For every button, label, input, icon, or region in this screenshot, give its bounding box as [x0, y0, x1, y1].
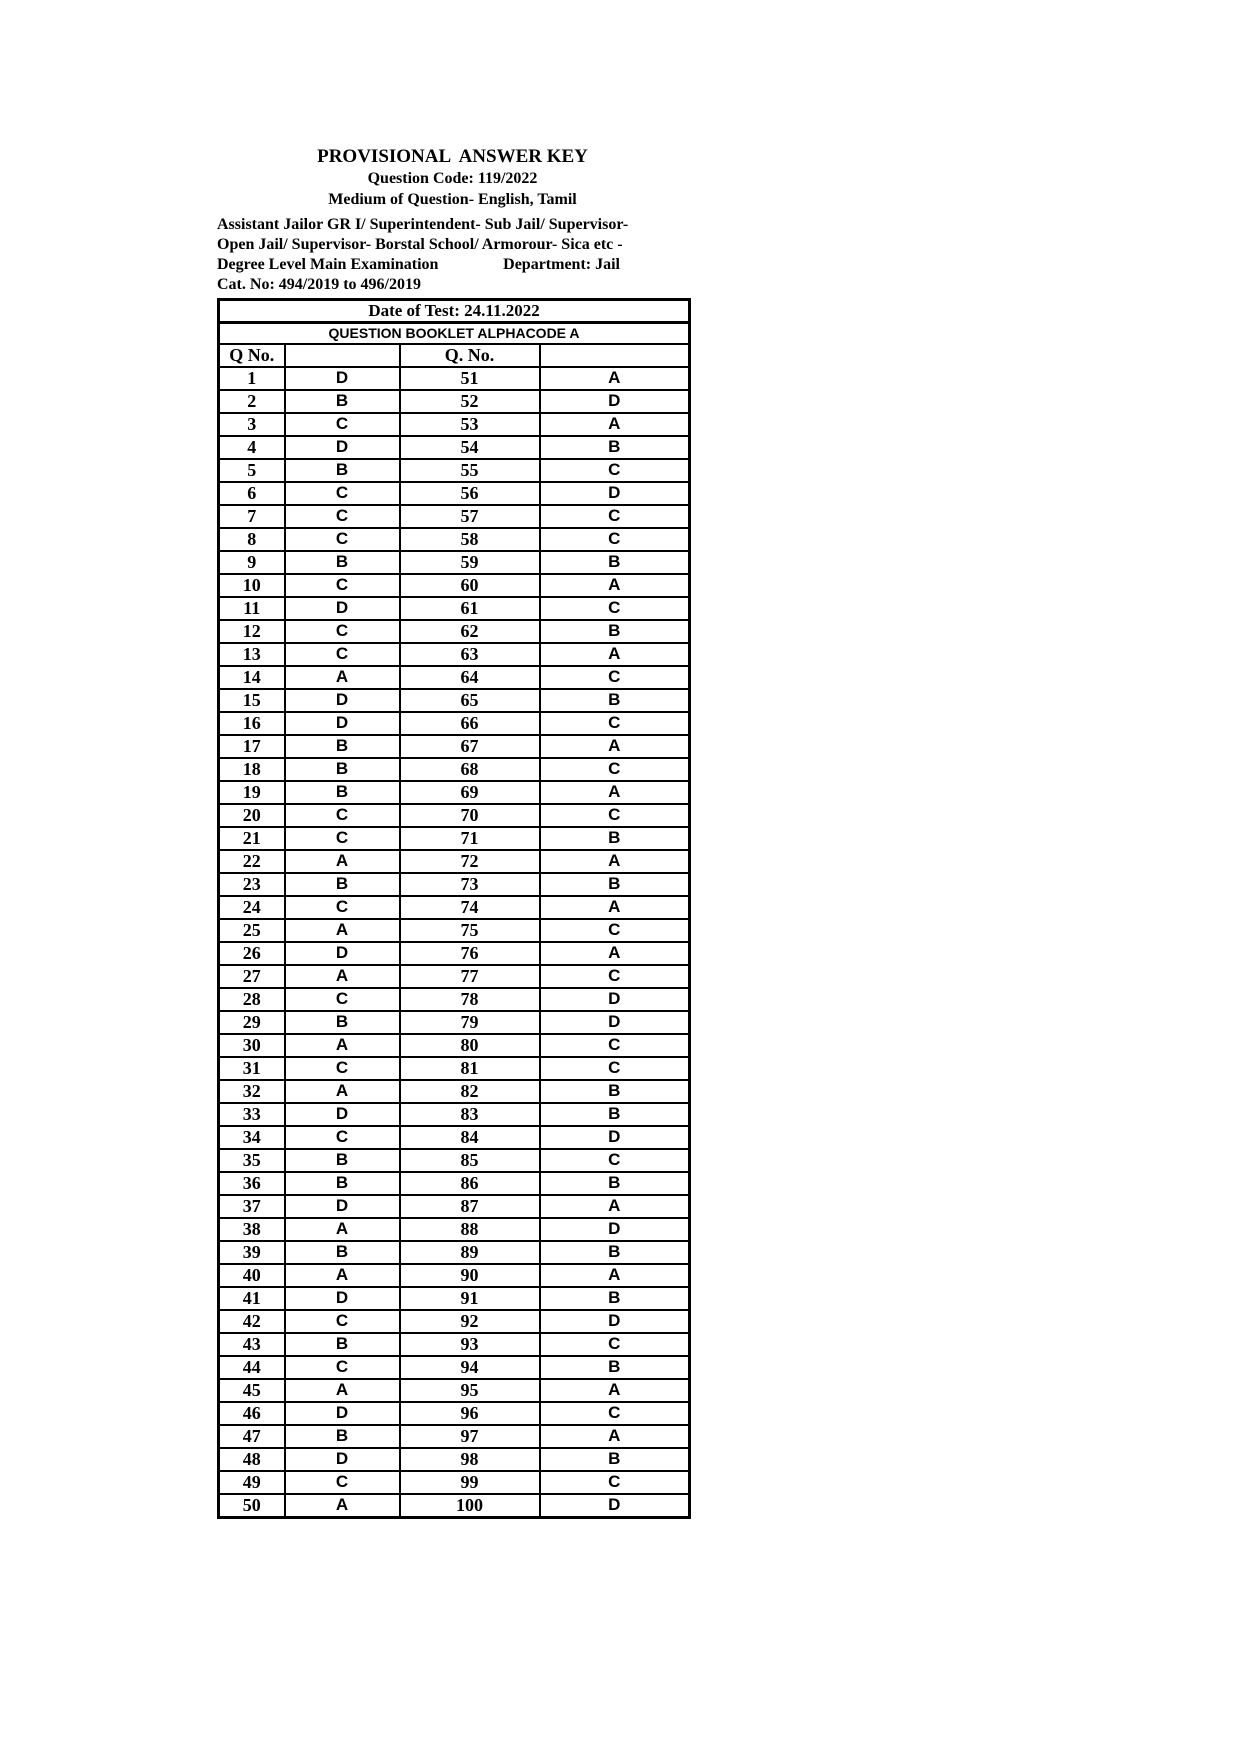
- question-number-cell: 83: [400, 1103, 540, 1126]
- question-number-cell: 88: [400, 1218, 540, 1241]
- table-row: [219, 390, 690, 413]
- answer-cell: C: [540, 1402, 690, 1425]
- question-number-cell: 81: [400, 1057, 540, 1080]
- question-number-cell: 49: [219, 1471, 285, 1494]
- question-number-cell: 9: [219, 551, 285, 574]
- question-number-cell: 3: [219, 413, 285, 436]
- question-number-cell: 44: [219, 1356, 285, 1379]
- answer-cell: B: [285, 1241, 400, 1264]
- question-number-cell: 19: [219, 781, 285, 804]
- answer-header-left: [285, 344, 400, 367]
- answer-header-right: [540, 344, 690, 367]
- table-row: [219, 1402, 690, 1425]
- answer-cell: C: [285, 804, 400, 827]
- answer-cell: C: [285, 482, 400, 505]
- answer-cell: A: [285, 1379, 400, 1402]
- question-number-cell: 60: [400, 574, 540, 597]
- question-number-cell: 93: [400, 1333, 540, 1356]
- table-row: [219, 1126, 690, 1149]
- question-number-cell: 72: [400, 850, 540, 873]
- question-number-cell: 54: [400, 436, 540, 459]
- question-number-cell: 12: [219, 620, 285, 643]
- table-row: [219, 1310, 690, 1333]
- table-row: [219, 1471, 690, 1494]
- question-number-cell: 85: [400, 1149, 540, 1172]
- answer-cell: D: [540, 482, 690, 505]
- question-number-cell: 79: [400, 1011, 540, 1034]
- table-row: [219, 1195, 690, 1218]
- answer-cell: C: [540, 528, 690, 551]
- question-number-cell: 20: [219, 804, 285, 827]
- question-number-cell: 95: [400, 1379, 540, 1402]
- answer-cell: A: [540, 367, 690, 390]
- department-label: Department: Jail: [503, 256, 620, 273]
- answer-cell: A: [540, 1264, 690, 1287]
- answer-cell: C: [285, 505, 400, 528]
- answer-cell: B: [285, 1149, 400, 1172]
- answer-cell: C: [285, 1310, 400, 1333]
- qno-header-right: Q. No.: [400, 344, 540, 367]
- answer-cell: C: [285, 643, 400, 666]
- question-number-cell: 82: [400, 1080, 540, 1103]
- question-number-cell: 21: [219, 827, 285, 850]
- answer-cell: D: [285, 367, 400, 390]
- question-number-cell: 27: [219, 965, 285, 988]
- table-row: [219, 873, 690, 896]
- table-row: [219, 1011, 690, 1034]
- answer-cell: C: [540, 1057, 690, 1080]
- answer-cell: C: [540, 597, 690, 620]
- question-number-cell: 33: [219, 1103, 285, 1126]
- table-row: [219, 666, 690, 689]
- answer-cell: D: [285, 689, 400, 712]
- table-row: [219, 850, 690, 873]
- table-row: [219, 896, 690, 919]
- answer-cell: D: [285, 597, 400, 620]
- question-number-cell: 66: [400, 712, 540, 735]
- answer-cell: A: [285, 1080, 400, 1103]
- post-description-line-1: Assistant Jailor GR I/ Superintendent- Sub Jail/ Supervisor-: [217, 216, 629, 233]
- question-number-cell: 99: [400, 1471, 540, 1494]
- answer-cell: B: [540, 1356, 690, 1379]
- answer-table-body: [219, 367, 690, 1518]
- table-row: [219, 1034, 690, 1057]
- answer-cell: A: [285, 666, 400, 689]
- answer-cell: B: [285, 390, 400, 413]
- question-number-cell: 69: [400, 781, 540, 804]
- table-row: [219, 1241, 690, 1264]
- question-number-cell: 18: [219, 758, 285, 781]
- question-number-cell: 86: [400, 1172, 540, 1195]
- answer-cell: A: [540, 850, 690, 873]
- answer-cell: D: [285, 436, 400, 459]
- table-row: [219, 1103, 690, 1126]
- answer-cell: C: [540, 1471, 690, 1494]
- answer-cell: B: [540, 436, 690, 459]
- answer-cell: B: [540, 689, 690, 712]
- answer-cell: A: [540, 942, 690, 965]
- answer-cell: A: [540, 574, 690, 597]
- question-number-cell: 97: [400, 1425, 540, 1448]
- question-number-cell: 89: [400, 1241, 540, 1264]
- table-row: [219, 620, 690, 643]
- table-row: [219, 735, 690, 758]
- question-number-cell: 78: [400, 988, 540, 1011]
- question-number-cell: 4: [219, 436, 285, 459]
- question-number-cell: 80: [400, 1034, 540, 1057]
- answer-cell: B: [285, 735, 400, 758]
- table-row: [219, 643, 690, 666]
- question-number-cell: 39: [219, 1241, 285, 1264]
- question-number-cell: 35: [219, 1149, 285, 1172]
- question-number-cell: 59: [400, 551, 540, 574]
- question-number-cell: 17: [219, 735, 285, 758]
- table-row: [219, 1379, 690, 1402]
- question-number-cell: 73: [400, 873, 540, 896]
- question-number-cell: 56: [400, 482, 540, 505]
- question-number-cell: 91: [400, 1287, 540, 1310]
- question-number-cell: 61: [400, 597, 540, 620]
- table-row: [219, 827, 690, 850]
- answer-cell: B: [540, 827, 690, 850]
- question-number-cell: 36: [219, 1172, 285, 1195]
- answer-cell: B: [540, 1287, 690, 1310]
- table-row: [219, 505, 690, 528]
- answer-cell: D: [540, 1011, 690, 1034]
- answer-cell: C: [540, 1149, 690, 1172]
- answer-cell: C: [540, 712, 690, 735]
- question-number-cell: 7: [219, 505, 285, 528]
- question-number-cell: 42: [219, 1310, 285, 1333]
- table-row: [219, 1287, 690, 1310]
- table-row: [219, 1149, 690, 1172]
- table-row: [219, 1425, 690, 1448]
- answer-cell: B: [285, 873, 400, 896]
- question-code-line: Question Code: 119/2022: [367, 170, 538, 187]
- question-number-cell: 22: [219, 850, 285, 873]
- answer-cell: D: [540, 1494, 690, 1518]
- answer-cell: A: [285, 1218, 400, 1241]
- answer-cell: B: [540, 620, 690, 643]
- answer-cell: B: [540, 1172, 690, 1195]
- answer-cell: D: [285, 1287, 400, 1310]
- question-number-cell: 48: [219, 1448, 285, 1471]
- table-row: [219, 367, 690, 390]
- answer-cell: C: [540, 804, 690, 827]
- answer-cell: A: [285, 850, 400, 873]
- post-description: [217, 215, 688, 295]
- question-number-cell: 92: [400, 1310, 540, 1333]
- question-number-cell: 96: [400, 1402, 540, 1425]
- answer-cell: B: [540, 1080, 690, 1103]
- table-row: [219, 758, 690, 781]
- question-number-cell: 26: [219, 942, 285, 965]
- answer-cell: B: [285, 459, 400, 482]
- table-row: [219, 482, 690, 505]
- question-number-cell: 43: [219, 1333, 285, 1356]
- table-row: [219, 413, 690, 436]
- question-number-cell: 53: [400, 413, 540, 436]
- answer-cell: C: [285, 1356, 400, 1379]
- exam-department-line: [217, 255, 620, 275]
- category-number-line: Cat. No: 494/2019 to 496/2019: [217, 276, 421, 293]
- question-number-cell: 76: [400, 942, 540, 965]
- post-description-line-2: Open Jail/ Supervisor- Borstal School/ Armorour- Sica etc -: [217, 236, 623, 253]
- table-row: [219, 1080, 690, 1103]
- question-number-cell: 47: [219, 1425, 285, 1448]
- table-row: [219, 1172, 690, 1195]
- answer-cell: C: [285, 528, 400, 551]
- table-row: [219, 1448, 690, 1471]
- question-number-cell: 46: [219, 1402, 285, 1425]
- table-row: [219, 1356, 690, 1379]
- alphacode-cell: QUESTION BOOKLET ALPHACODE A: [219, 323, 690, 344]
- question-number-cell: 90: [400, 1264, 540, 1287]
- question-number-cell: 32: [219, 1080, 285, 1103]
- question-number-cell: 34: [219, 1126, 285, 1149]
- table-row: [219, 551, 690, 574]
- table-row: [219, 1333, 690, 1356]
- question-number-cell: 50: [219, 1494, 285, 1518]
- answer-cell: C: [540, 758, 690, 781]
- table-row: [219, 1264, 690, 1287]
- question-number-cell: 11: [219, 597, 285, 620]
- answer-cell: B: [540, 551, 690, 574]
- table-row: [219, 597, 690, 620]
- answer-cell: C: [285, 574, 400, 597]
- answer-cell: B: [540, 1448, 690, 1471]
- answer-cell: A: [540, 1195, 690, 1218]
- answer-cell: C: [285, 1471, 400, 1494]
- answer-cell: C: [540, 965, 690, 988]
- answer-cell: C: [285, 620, 400, 643]
- date-of-test-cell: Date of Test: 24.11.2022: [219, 300, 690, 323]
- answer-cell: D: [285, 1195, 400, 1218]
- question-number-cell: 29: [219, 1011, 285, 1034]
- table-row: [219, 942, 690, 965]
- answer-cell: A: [540, 1425, 690, 1448]
- answer-cell: C: [285, 827, 400, 850]
- medium-line: Medium of Question- English, Tamil: [328, 191, 577, 208]
- table-row: [219, 804, 690, 827]
- question-number-cell: 70: [400, 804, 540, 827]
- answer-cell: A: [285, 965, 400, 988]
- table-row: [219, 459, 690, 482]
- answer-cell: C: [285, 896, 400, 919]
- answer-cell: C: [540, 505, 690, 528]
- question-number-cell: 94: [400, 1356, 540, 1379]
- answer-cell: A: [285, 1034, 400, 1057]
- question-number-cell: 52: [400, 390, 540, 413]
- answer-cell: A: [540, 735, 690, 758]
- question-number-cell: 31: [219, 1057, 285, 1080]
- question-number-cell: 100: [400, 1494, 540, 1518]
- question-number-cell: 63: [400, 643, 540, 666]
- alphacode-row: [219, 323, 690, 344]
- table-row: [219, 919, 690, 942]
- question-number-cell: 77: [400, 965, 540, 988]
- question-number-cell: 24: [219, 896, 285, 919]
- question-number-cell: 28: [219, 988, 285, 1011]
- page-title: PROVISIONAL ANSWER KEY: [317, 146, 588, 167]
- question-number-cell: 8: [219, 528, 285, 551]
- answer-cell: A: [540, 643, 690, 666]
- table-row: [219, 1057, 690, 1080]
- question-number-cell: 37: [219, 1195, 285, 1218]
- answer-cell: D: [285, 1448, 400, 1471]
- answer-cell: C: [540, 666, 690, 689]
- question-number-cell: 55: [400, 459, 540, 482]
- question-number-cell: 62: [400, 620, 540, 643]
- column-header-row: [219, 344, 690, 367]
- answer-cell: C: [540, 1333, 690, 1356]
- answer-cell: D: [540, 1218, 690, 1241]
- answer-key-table: [217, 298, 691, 1519]
- date-of-test-row: [219, 300, 690, 323]
- table-row: [219, 528, 690, 551]
- answer-cell: B: [540, 1103, 690, 1126]
- answer-cell: D: [540, 1310, 690, 1333]
- answer-cell: A: [285, 1494, 400, 1518]
- table-row: [219, 712, 690, 735]
- question-number-cell: 51: [400, 367, 540, 390]
- answer-cell: B: [285, 1011, 400, 1034]
- answer-cell: D: [540, 988, 690, 1011]
- answer-cell: B: [285, 1333, 400, 1356]
- answer-cell: C: [285, 413, 400, 436]
- question-number-cell: 71: [400, 827, 540, 850]
- question-number-cell: 84: [400, 1126, 540, 1149]
- table-row: [219, 781, 690, 804]
- answer-cell: B: [285, 551, 400, 574]
- question-number-cell: 40: [219, 1264, 285, 1287]
- answer-cell: A: [540, 413, 690, 436]
- answer-cell: D: [285, 1402, 400, 1425]
- question-number-cell: 67: [400, 735, 540, 758]
- answer-cell: B: [540, 1241, 690, 1264]
- answer-cell: B: [285, 1425, 400, 1448]
- question-number-cell: 2: [219, 390, 285, 413]
- answer-cell: D: [285, 942, 400, 965]
- document: [217, 146, 688, 1519]
- question-number-cell: 58: [400, 528, 540, 551]
- answer-cell: B: [285, 1172, 400, 1195]
- answer-cell: A: [540, 1379, 690, 1402]
- table-row: [219, 965, 690, 988]
- question-number-cell: 65: [400, 689, 540, 712]
- qno-header-left: Q No.: [219, 344, 285, 367]
- answer-cell: C: [285, 1126, 400, 1149]
- answer-cell: D: [285, 1103, 400, 1126]
- question-number-cell: 10: [219, 574, 285, 597]
- answer-cell: C: [285, 1057, 400, 1080]
- answer-cell: C: [540, 1034, 690, 1057]
- question-number-cell: 1: [219, 367, 285, 390]
- table-row: [219, 1494, 690, 1518]
- answer-cell: A: [540, 781, 690, 804]
- question-number-cell: 68: [400, 758, 540, 781]
- question-number-cell: 45: [219, 1379, 285, 1402]
- question-number-cell: 41: [219, 1287, 285, 1310]
- exam-name: Degree Level Main Examination: [217, 256, 439, 273]
- answer-cell: C: [285, 988, 400, 1011]
- answer-cell: C: [540, 459, 690, 482]
- question-number-cell: 57: [400, 505, 540, 528]
- question-number-cell: 64: [400, 666, 540, 689]
- answer-cell: A: [285, 1264, 400, 1287]
- question-number-cell: 30: [219, 1034, 285, 1057]
- question-number-cell: 13: [219, 643, 285, 666]
- answer-cell: D: [540, 390, 690, 413]
- question-number-cell: 75: [400, 919, 540, 942]
- answer-cell: B: [540, 873, 690, 896]
- question-number-cell: 23: [219, 873, 285, 896]
- question-number-cell: 98: [400, 1448, 540, 1471]
- question-number-cell: 38: [219, 1218, 285, 1241]
- question-number-cell: 15: [219, 689, 285, 712]
- question-number-cell: 14: [219, 666, 285, 689]
- answer-cell: B: [285, 758, 400, 781]
- table-row: [219, 988, 690, 1011]
- question-number-cell: 87: [400, 1195, 540, 1218]
- answer-cell: D: [540, 1126, 690, 1149]
- question-number-cell: 5: [219, 459, 285, 482]
- question-number-cell: 25: [219, 919, 285, 942]
- question-number-cell: 16: [219, 712, 285, 735]
- answer-cell: A: [540, 896, 690, 919]
- answer-cell: A: [285, 919, 400, 942]
- table-row: [219, 689, 690, 712]
- table-row: [219, 574, 690, 597]
- answer-cell: C: [540, 919, 690, 942]
- answer-cell: D: [285, 712, 400, 735]
- question-number-cell: 6: [219, 482, 285, 505]
- answer-cell: B: [285, 781, 400, 804]
- table-row: [219, 436, 690, 459]
- table-row: [219, 1218, 690, 1241]
- question-number-cell: 74: [400, 896, 540, 919]
